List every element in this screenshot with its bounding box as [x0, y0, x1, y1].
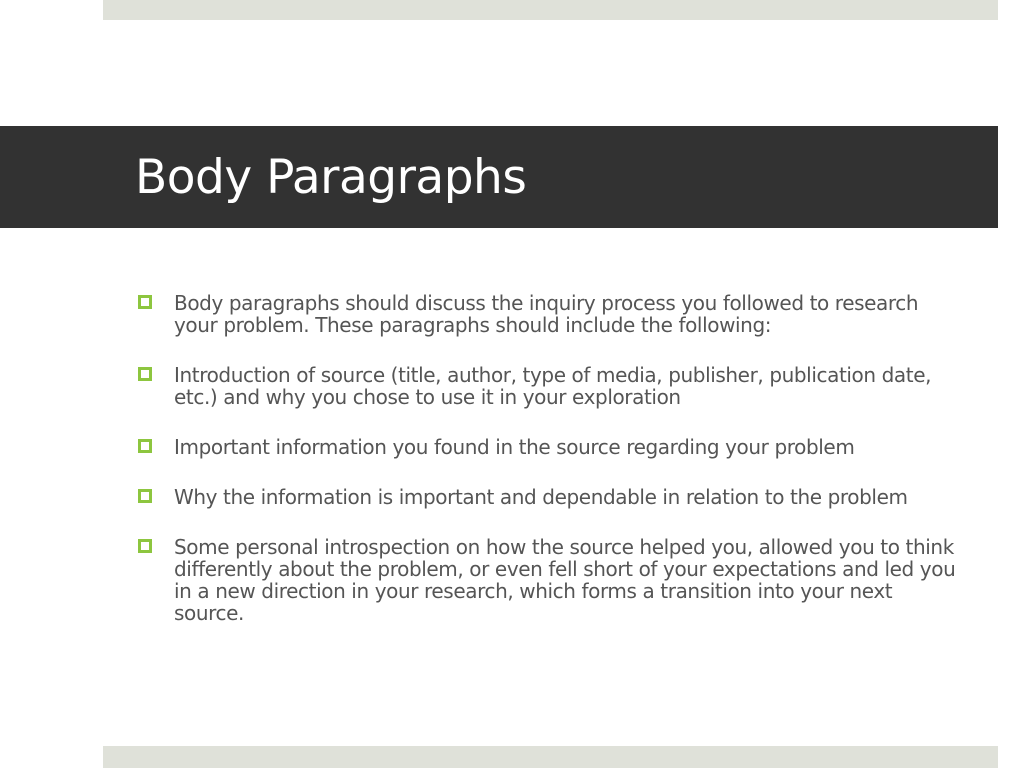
- bullet-text: Some personal introspection on how the source helped you, allowed you to think differently about the problem, or even fell short of your expectations and led you in a new direction in your research, which forms a transition into your next source.: [174, 535, 956, 625]
- bullet-item: [137, 486, 967, 508]
- top-decorative-band: [103, 0, 998, 20]
- square-bullet-icon: [138, 489, 152, 503]
- square-bullet-icon: [138, 439, 152, 453]
- bullet-item: [137, 436, 967, 458]
- bullet-text: Introduction of source (title, author, type of media, publisher, publication date, etc.) and why you chose to use it in your exploration: [174, 363, 932, 409]
- square-bullet-icon: [138, 295, 152, 309]
- bullet-item: [137, 364, 967, 408]
- bullet-item: [137, 536, 967, 624]
- bullet-item: [137, 292, 967, 336]
- square-bullet-icon: [138, 539, 152, 553]
- bullet-list: [137, 292, 967, 652]
- bullet-text: Body paragraphs should discuss the inquiry process you followed to research your problem. These paragraphs should include the following:: [174, 291, 919, 337]
- slide-title: Body Paragraphs: [135, 150, 527, 205]
- bullet-text: Why the information is important and dependable in relation to the problem: [174, 485, 908, 509]
- bottom-decorative-band: [103, 746, 998, 768]
- square-bullet-icon: [138, 367, 152, 381]
- bullet-text: Important information you found in the source regarding your problem: [174, 435, 855, 459]
